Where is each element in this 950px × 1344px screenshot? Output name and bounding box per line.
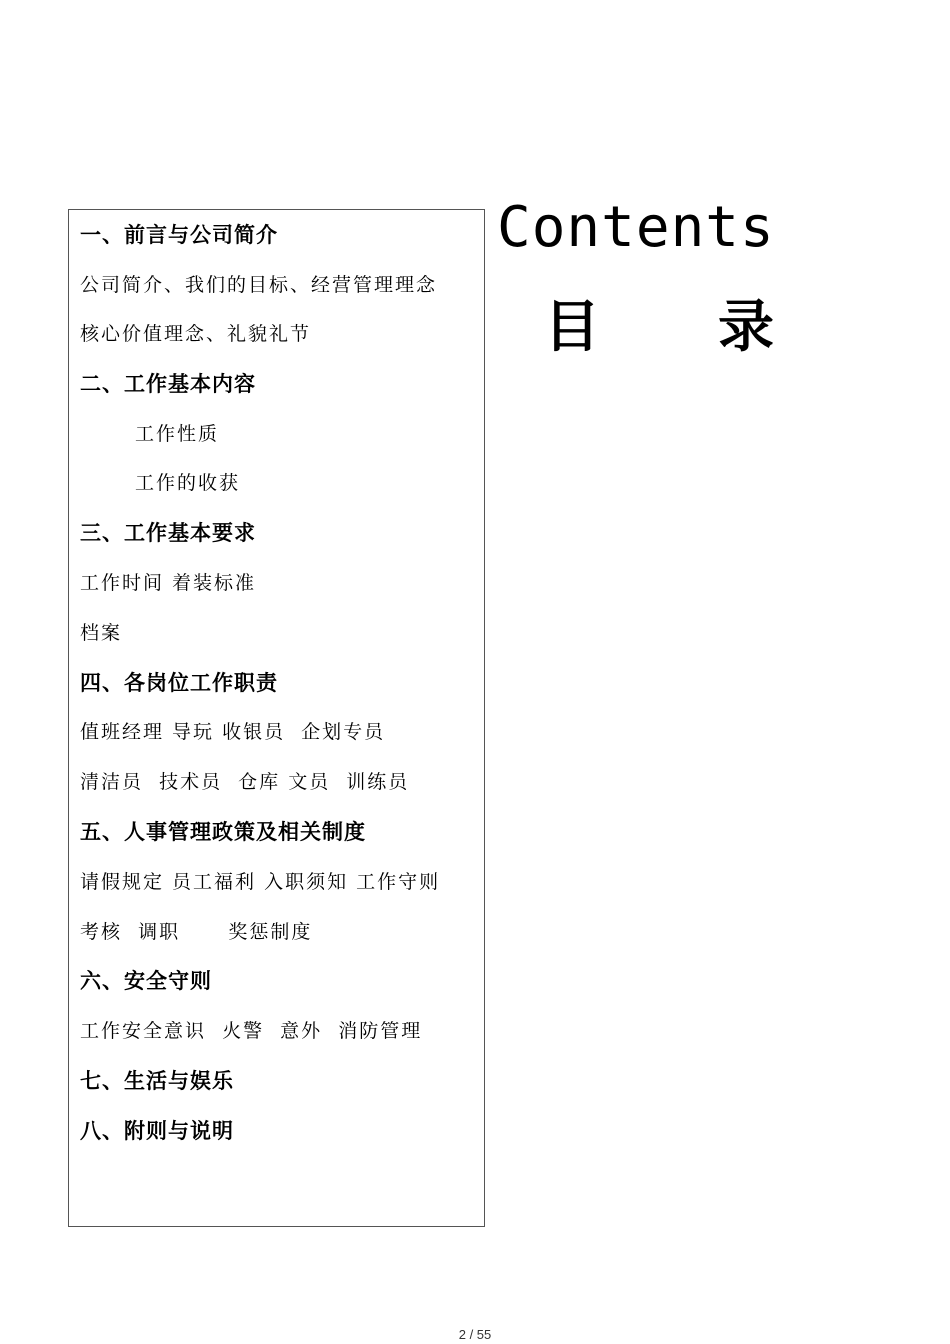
toc-item: 工作时间 着装标准 — [80, 572, 257, 594]
page-number: 2 / 55 — [458, 1327, 492, 1342]
toc-heading-job-duties: 四、各岗位工作职责 — [80, 671, 278, 695]
toc-item: 工作性质 — [135, 423, 220, 445]
toc-item: 工作安全意识 火警 意外 消防管理 — [80, 1020, 423, 1042]
toc-item: 核心价值理念、礼貌礼节 — [80, 323, 312, 345]
toc-heading-preface: 一、前言与公司简介 — [80, 223, 278, 247]
toc-heading-work-requirements: 三、工作基本要求 — [80, 521, 256, 545]
toc-heading-life: 七、生活与娱乐 — [80, 1069, 234, 1093]
contents-title: Contents — [497, 195, 775, 260]
toc-item: 值班经理 导玩 收银员 企划专员 — [80, 721, 386, 743]
contents-title-zh-second: 录 — [718, 295, 774, 360]
toc-heading-appendix: 八、附则与说明 — [80, 1119, 234, 1143]
toc-item: 工作的收获 — [135, 472, 241, 494]
toc-item: 请假规定 员工福利 入职须知 工作守则 — [80, 871, 441, 893]
contents-title-zh-first: 目 — [544, 295, 600, 360]
toc-heading-hr-policy: 五、人事管理政策及相关制度 — [80, 820, 366, 844]
table-of-contents-box — [68, 209, 485, 1227]
toc-item: 档案 — [80, 622, 123, 644]
toc-item: 公司简介、我们的目标、经营管理理念 — [80, 274, 438, 296]
toc-heading-work-content: 二、工作基本内容 — [80, 372, 256, 396]
toc-item: 考核 调职 奖惩制度 — [80, 921, 313, 943]
contents-title-zh — [544, 294, 774, 362]
toc-item: 清洁员 技术员 仓库 文员 训练员 — [80, 771, 410, 793]
toc-heading-safety: 六、安全守则 — [80, 969, 212, 993]
